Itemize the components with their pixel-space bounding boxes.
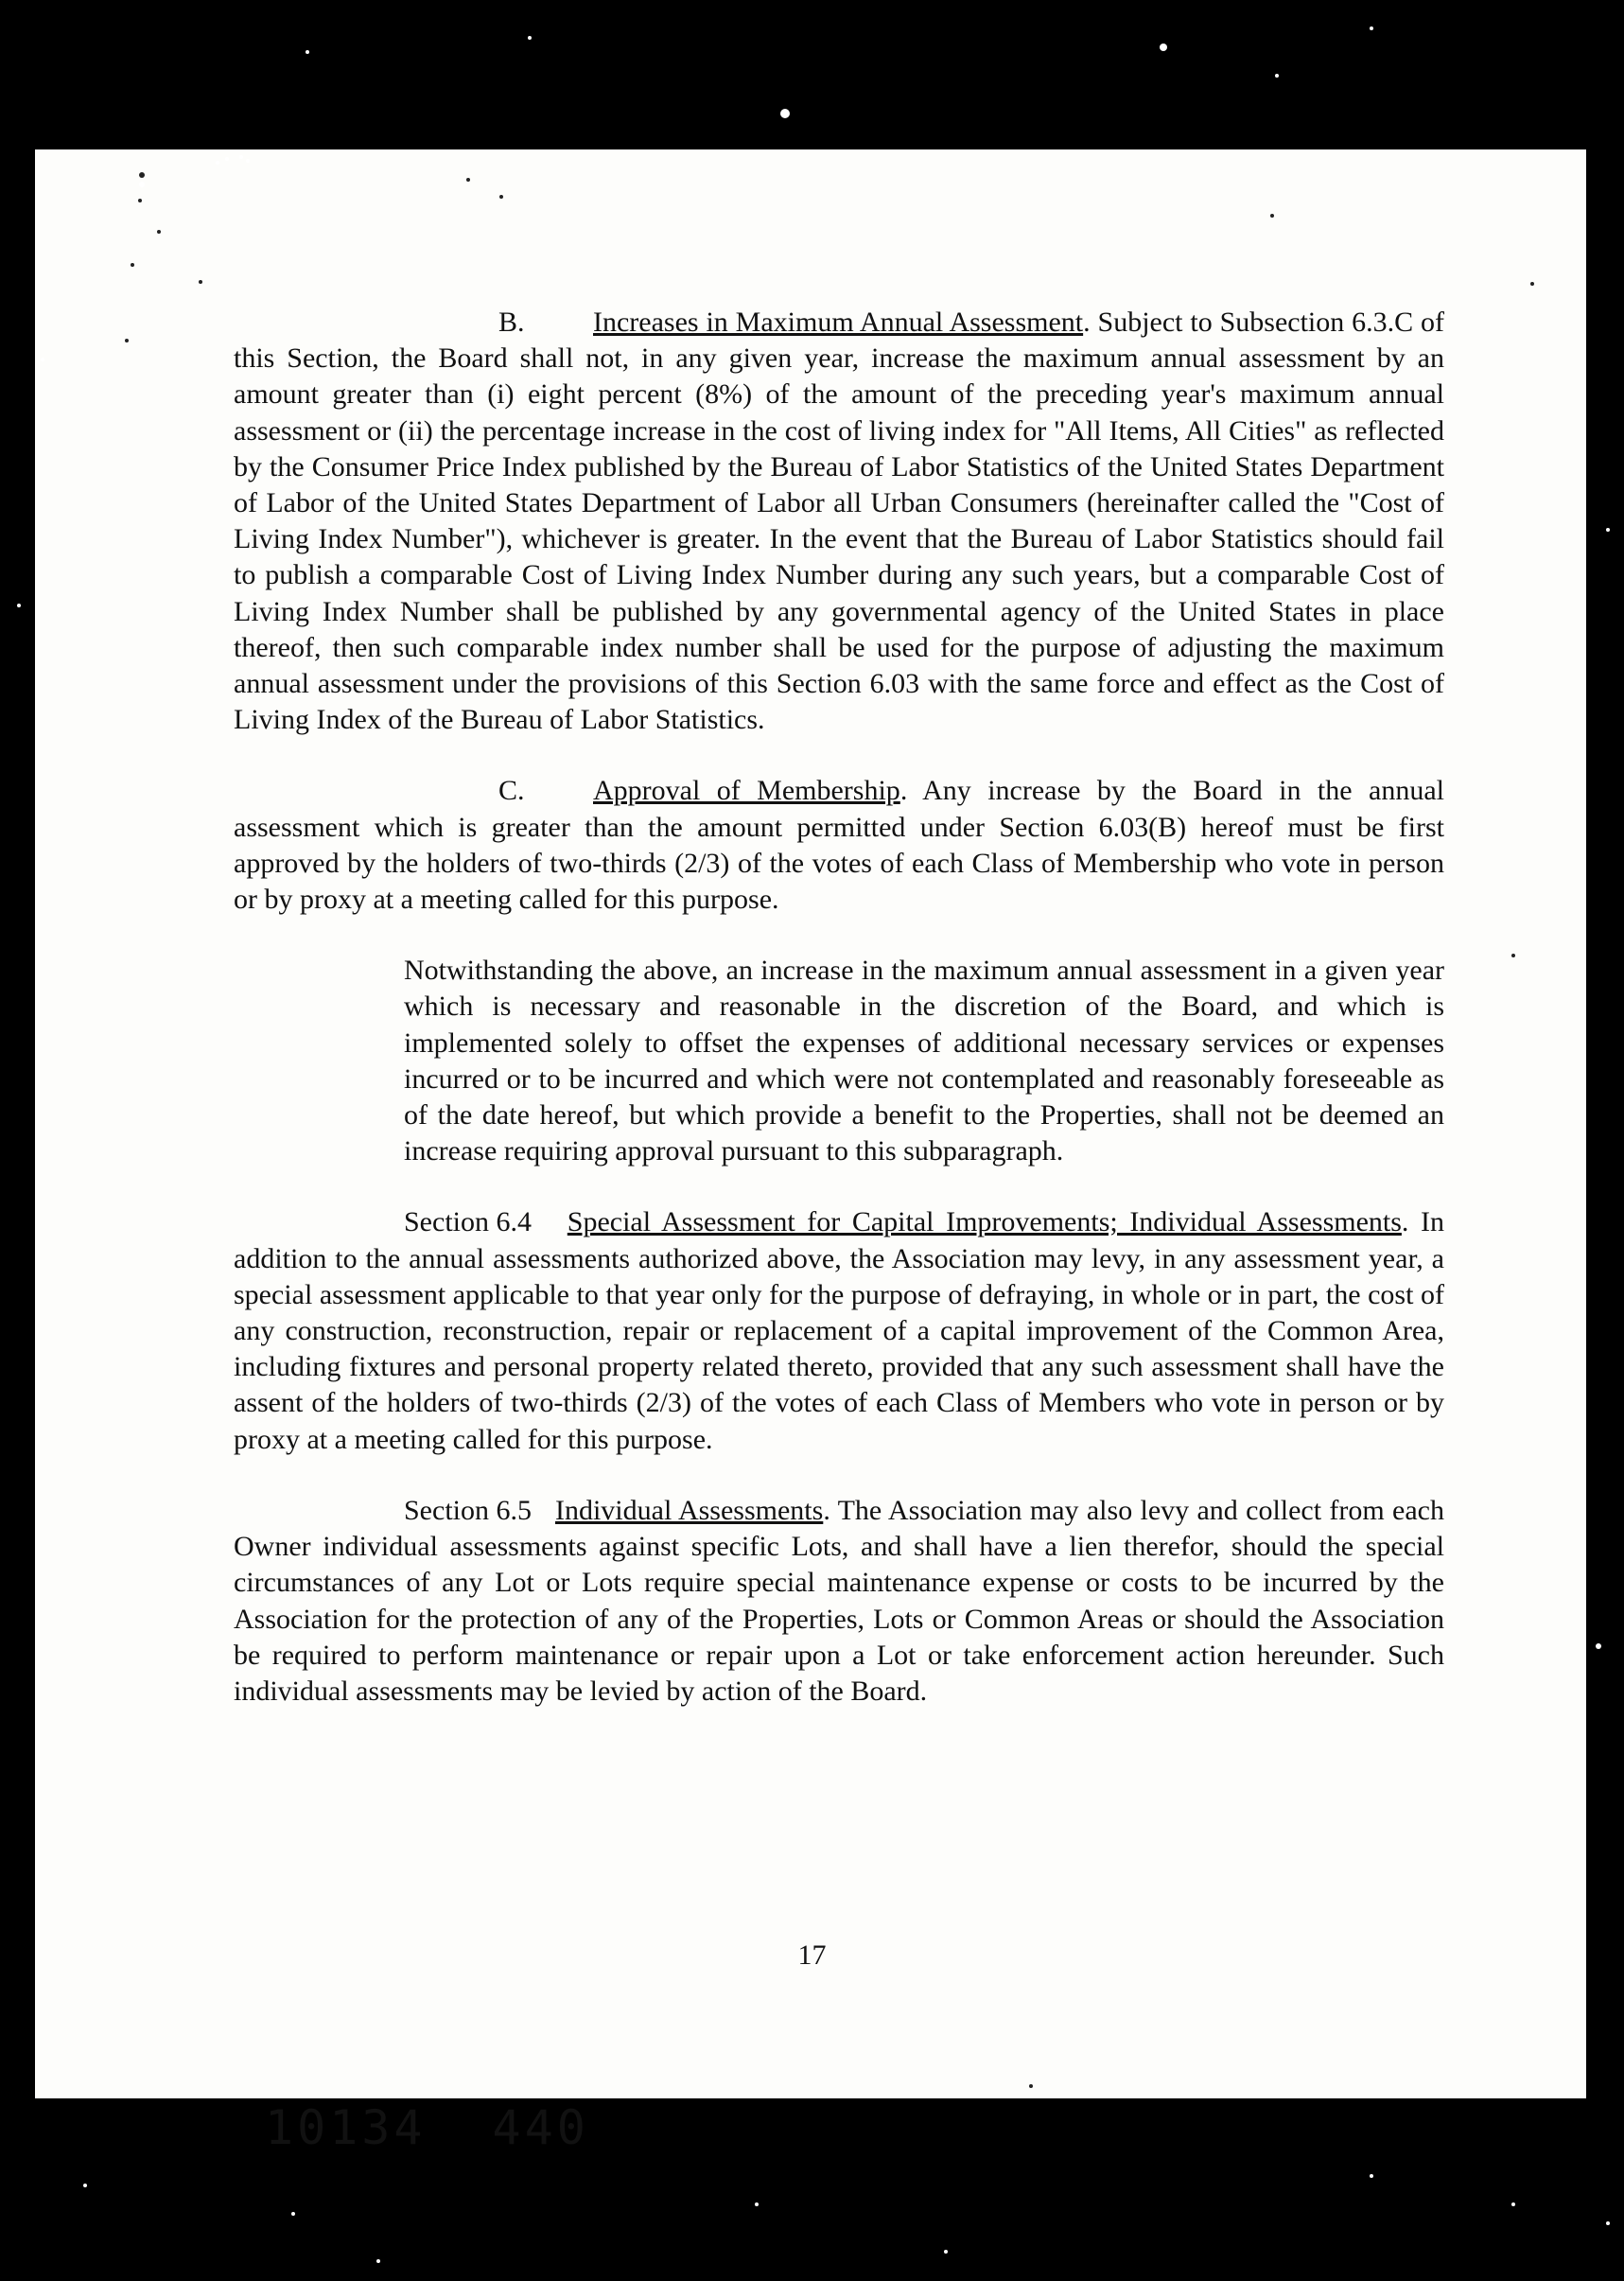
section-b-heading: Increases in Maximum Annual Assessment — [593, 307, 1084, 338]
notwithstanding-text: Notwithstanding the above, an increase in the maximum annual assessment in a given year which is necessary and reasonable in the discretion of the Board, and which is implemented solely to offset the expenses of additional necessary services or expenses incurred or to be incurred and which were not contemplated and reasonably foreseeable as of the date hereof, but which provide a benefit to the Properties, shall not be deemed an increase requiring approval pursuant to this subparagraph. — [404, 955, 1444, 1167]
section-6-5-heading: Individual Assessments — [554, 1494, 824, 1526]
recording-stamp — [265, 2100, 655, 2155]
paragraph-section-b — [234, 305, 1444, 738]
section-6-4-text: . In addition to the annual assessments authorized above, the Association may levy, in any assessment year, a special assessment applicable to that year only for the purpose of defraying, in whole or in part, the cost of any construction, reconstruction, repair or replacement of a capital improvement of the Common Area, including fixtures and personal property related thereto, provided that any such assessment shall have the assent of the holders of two-thirds (2/3) of the votes of each Class of Members who vote in person or by proxy at a meeting called for this purpose. — [234, 1206, 1444, 1455]
page-number: 17 — [797, 1939, 827, 1971]
section-b-label: B. — [498, 307, 525, 338]
paragraph-section-6-4 — [234, 1204, 1444, 1457]
section-6-5-text: . The Association may also levy and collect from each Owner individual assessments against specific Lots, and shall have a lien therefor, should the special circumstances of any Lot or Lots require special maintenance expense or costs to be incurred by the Association for the protection of any of the Properties, Lots or Common Areas or should the Association be required to perform maintenance or repair upon a Lot or take enforcement action hereunder. Such individual assessments may be levied by action of the Board. — [234, 1494, 1445, 1707]
paragraph-section-6-5 — [234, 1493, 1444, 1710]
paragraph-notwithstanding — [234, 953, 1444, 1169]
stamp-book-number: 10134 — [265, 2100, 427, 2155]
section-6-4-label: Section 6.4 — [404, 1206, 532, 1238]
section-6-4-heading: Special Assessment for Capital Improvements; Individual Assessments — [567, 1206, 1402, 1238]
section-b-text: . Subject to Subsection 6.3.C of this Section, the Board shall not, in any given year, increase the maximum annual assessment by an amount greater than (i) eight percent (8%) of the amount of the preceding year's maximum annual assessment or (ii) the percentage increase in the cost of living index for "All Items, All Cities" as reflected by the Consumer Price Index published by the Bureau of Labor Statistics of the United States Department of Labor of the United States Department of Labor all Urban Consumers (hereinafter called the "Cost of Living Index Number"), whichever is greater. In the event that the Bureau of Labor Statistics should fail to publish a comparable Cost of Living Index Number during any such years, but a comparable Cost of Living Index Number shall be published by any governmental agency of the United States in place thereof, then such comparable index number shall be used for the purpose of adjusting the maximum annual assessment under the provisions of this Section 6.03 with the same force and effect as the Cost of Living Index of the Bureau of Labor Statistics. — [234, 307, 1445, 736]
section-c-label: C. — [498, 775, 525, 807]
section-c-heading: Approval of Membership — [593, 775, 900, 807]
section-6-5-label: Section 6.5 — [404, 1494, 532, 1526]
stamp-page-number: 440 — [492, 2100, 589, 2155]
section-c-text: . Any increase by the Board in the annual assessment which is greater than the amount permitted under Section 6.03(B) hereof must be first approved by the holders of two-thirds (2/3) of the votes of each Class of Membership who vote in person or by proxy at a meeting called for this purpose. — [234, 775, 1444, 916]
paragraph-section-c — [234, 773, 1444, 918]
document-body — [234, 305, 1444, 1745]
